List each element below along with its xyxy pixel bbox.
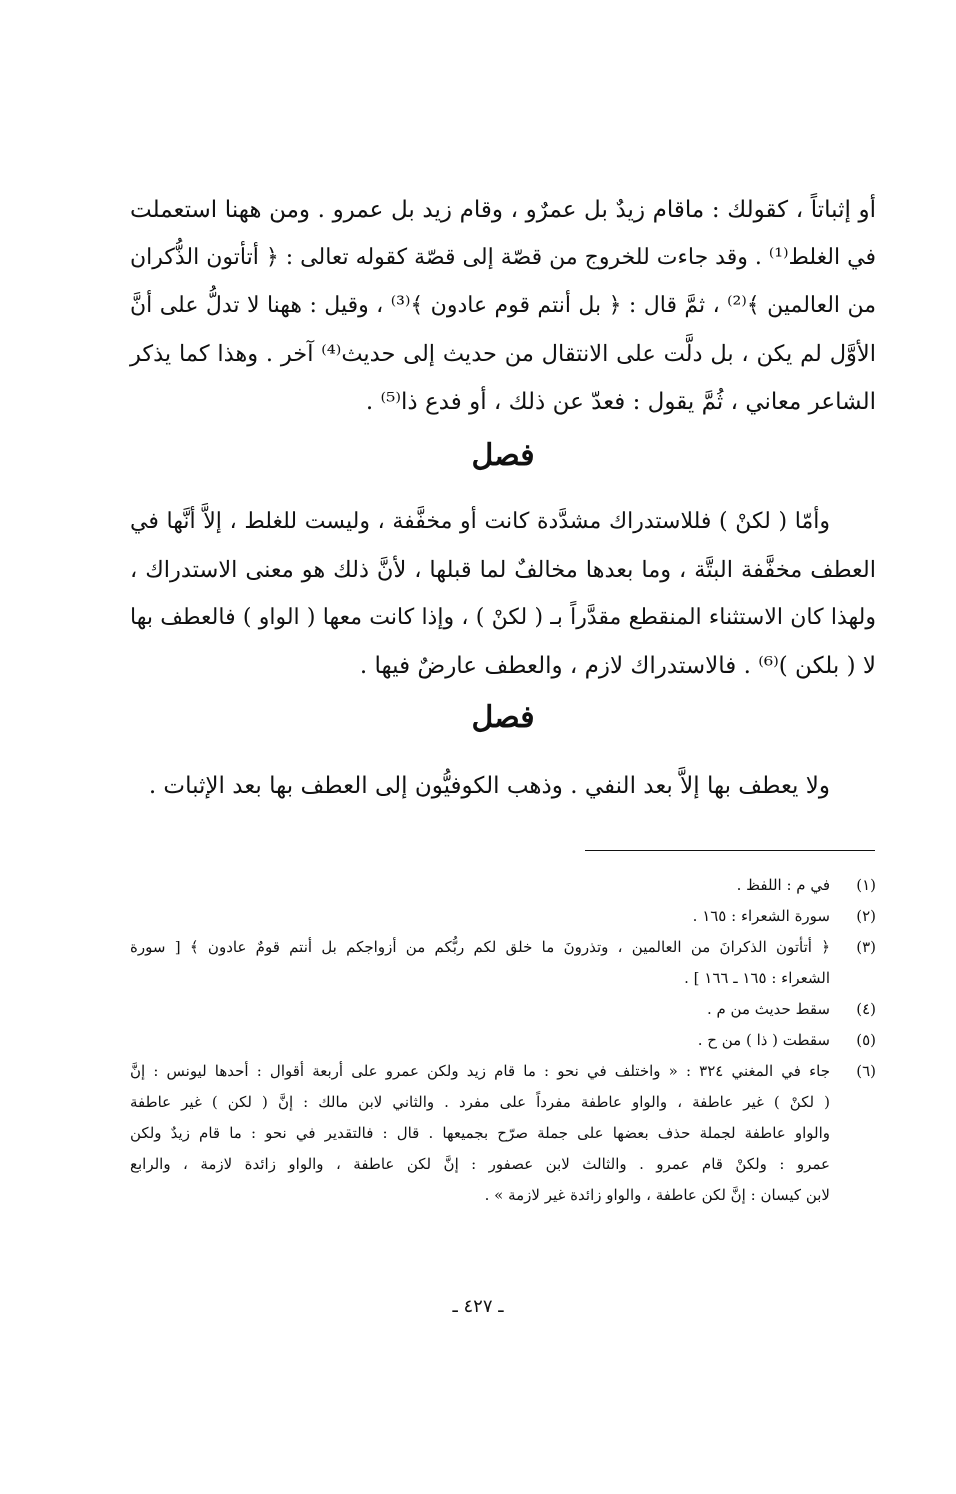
footnote-number: (٥) <box>856 1031 876 1049</box>
footnote-number: (٣) <box>856 938 876 956</box>
footnote <box>130 901 876 932</box>
footnote-text: ( لكنْ ) غير عاطفة ، والواو عاطفة مفرداً على مفرد . والثاني لابن مالك : إنَّ ( لكن ) غير عاطفة <box>130 1093 830 1111</box>
footnote-text: لابن كيسان : إنَّ لكن عاطفة ، والواو زائدة غير لازمة » . <box>484 1186 830 1204</box>
footnote-number: (١) <box>856 876 876 894</box>
text-line: من العالمين ﴾⁽²⁾ ، ثمَّ قال : ﴿ بل أنتم قوم عادون ﴾⁽³⁾ ، وقيل : ههنا لا تدلُّ على أنَّ <box>130 293 876 318</box>
footnote-text: في م : اللفظ . <box>736 876 830 894</box>
text-line: أو إثباتاً ، كقولك : ماقام زيدٌ بل عمرٌو ، وقام زيد بل عمرو . ومن ههنا استعملت <box>130 197 876 223</box>
footnote-number: (٦) <box>856 1062 876 1080</box>
footnote-text: جاء في المغني ٣٢٤ : « واختلف في نحو : ما قام زيد ولكن عمرو على أربعة أقوال : أحدها ليونس : إنَّ <box>130 1062 830 1080</box>
footnote-text: والواو عاطفة لجملة حذف بعضها على جملة صرّح بجميعها . قال : فالتقدير في نحو : ما قام زيدٌ ولكن <box>130 1124 830 1142</box>
footnote-text: ﴿ أتأتون الذكرانَ من العالمين ، وتذرونَ ما خلق لكم ربُّكم من أزواجكم بل أنتم قومٌ عادون ﴾ [ سورة <box>130 938 830 956</box>
text-line: ولهذا كان الاستثناء المنقطع مقدَّراً بـ ( لكنْ ) ، وإذا كانت معها ( الواو ) فالعطف بها <box>130 605 876 630</box>
footnote-separator <box>585 850 875 851</box>
text-line: وأمّا ( لكنْ ) فللاستدراك مشدَّدة كانت أو مخفَّفة ، وليست للغلط ، إلاَّ أنَّها في <box>130 509 830 534</box>
text-line: ولا يعطف بها إلاَّ بعد النفي . وذهب الكوفيُّون إلى العطف بها بعد الإثبات . <box>148 773 830 799</box>
footnote-number: (٤) <box>856 1000 876 1018</box>
section-heading: فصل <box>471 438 535 473</box>
footnote <box>130 932 876 994</box>
footnote <box>130 1056 876 1211</box>
footnote-text: عمرو : ولكنْ قام عمرو . والثالث لابن عصفور : إنَّ لكن عاطفة ، والواو زائدة لازمة ، والرابع <box>130 1155 830 1173</box>
footnote-text: الشعراء : ١٦٥ ـ ١٦٦ ] . <box>684 969 830 987</box>
footnotes <box>130 870 876 1211</box>
footnote-text: سقطت ( ذا ) من ح . <box>697 1031 830 1049</box>
section-heading: فصل <box>471 700 535 735</box>
text-line: الشاعر معاني ، ثُمَّ يقول : فعدّ عن ذلك ، أو فدع ذا⁽⁵⁾ . <box>365 389 876 415</box>
paragraph-1 <box>130 186 876 426</box>
footnote <box>130 1025 876 1056</box>
footnote-text: سقط حديث من م . <box>706 1000 830 1018</box>
footnote <box>130 994 876 1025</box>
text-line: الأوَّل لم يكن ، بل دلَّت على الانتقال من حديث إلى حديث⁽⁴⁾ آخر . وهذا كما يذكر <box>130 341 876 367</box>
footnote <box>130 870 876 901</box>
paragraph-2 <box>130 498 876 690</box>
text-line: العطف مخفَّفة البتَّة ، وما بعدها مخالفٌ لما قبلها ، لأنَّ ذلك هو معنى الاستدراك ، <box>130 557 876 583</box>
page-number: ـ ٤٢٧ ـ <box>452 1296 504 1317</box>
footnote-number: (٢) <box>856 907 876 925</box>
text-line: لا ( بلكن )⁽⁶⁾ . فالاستدراك لازم ، والعطف عارضٌ فيها . <box>359 653 876 679</box>
paragraph-3 <box>130 762 876 810</box>
footnote-text: سورة الشعراء : ١٦٥ . <box>692 907 830 925</box>
text-line: في الغلط⁽¹⁾ . وقد جاءت للخروج من قصّة إلى قصّة كقوله تعالى : ﴿ أتأتون الذُّكران <box>130 245 876 270</box>
